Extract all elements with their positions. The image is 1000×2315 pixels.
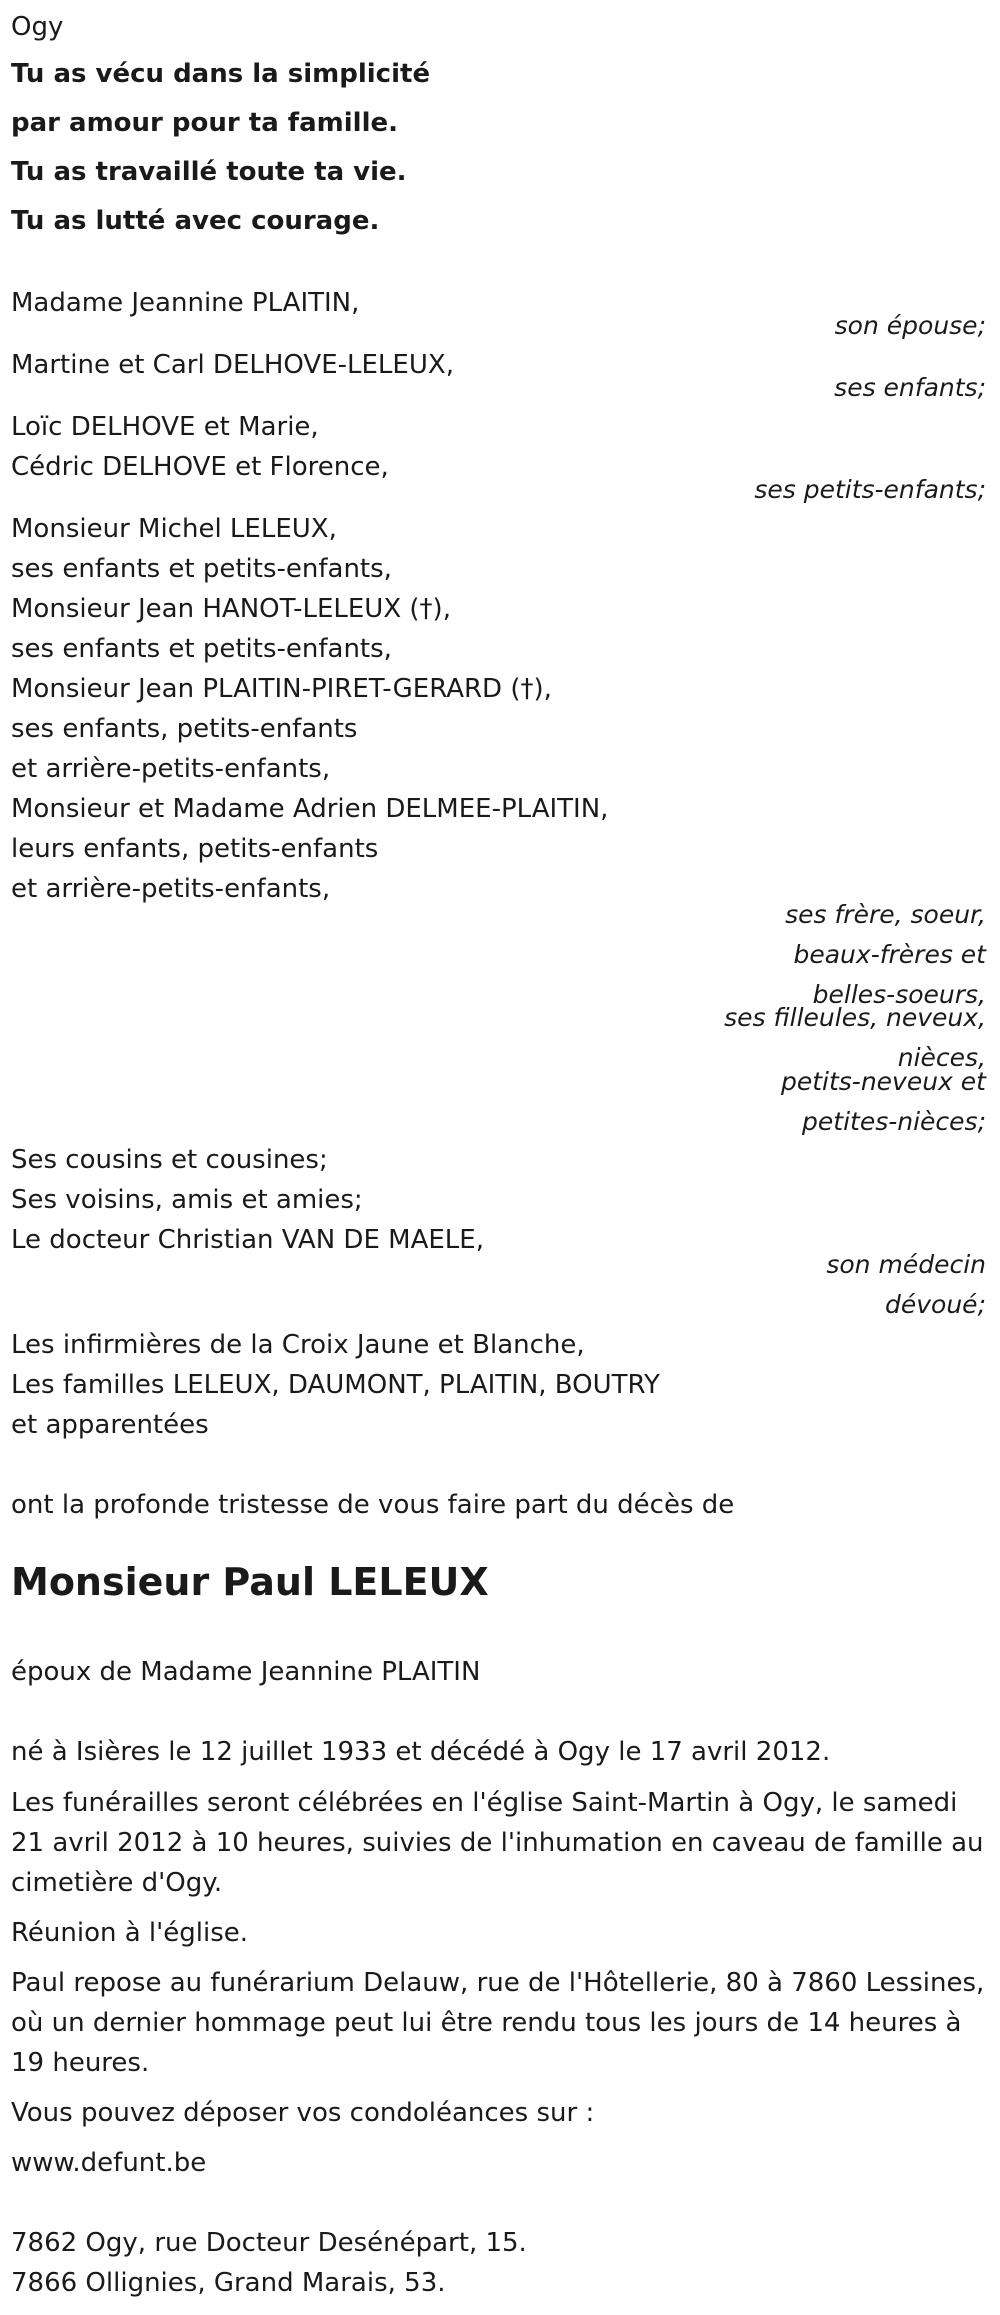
list-item: et arrière-petits-enfants, [11, 754, 331, 784]
list-item: et apparentées [11, 1410, 209, 1440]
list-item: Les familles LELEUX, DAUMONT, PLAITIN, BOUTRY [11, 1370, 660, 1400]
funeral-info: Les funérailles seront célébrées en l'église Saint-Martin à Ogy, le samedi 21 avril 2012 à 10 heures, suivies de l'inhumation en caveau de famille au cimetière d'Ogy. [11, 1788, 984, 1898]
spouse-of: époux de Madame Jeannine PLAITIN [11, 1657, 481, 1687]
poem-line: Tu as lutté avec courage. [11, 206, 380, 236]
list-item: ses enfants et petits-enfants, [11, 634, 392, 664]
siblings-role-1: ses frère, soeur, [785, 900, 986, 929]
list-item: Monsieur et Madame Adrien DELMEE-PLAITIN, [11, 794, 609, 824]
godchildren-role-3: petits-neveux et [780, 1067, 986, 1096]
godchildren-role-2: nièces, [897, 1043, 986, 1072]
list-item: ses enfants, petits-enfants [11, 714, 358, 744]
birth-death: né à Isières le 12 juillet 1933 et décédé à Ogy le 17 avril 2012. [11, 1737, 831, 1767]
spouse-role: son épouse; [834, 311, 986, 340]
address: 7862 Ogy, rue Docteur Desénépart, 15. [11, 2228, 527, 2258]
siblings-list [11, 509, 986, 909]
list-item: Monsieur Jean HANOT-LELEUX (†), [11, 594, 451, 624]
list-item: Cédric DELHOVE et Florence, [11, 452, 389, 482]
address: 7866 Ollignies, Grand Marais, 53. [11, 2268, 446, 2298]
website-link[interactable]: www.defunt.be [11, 2148, 207, 2178]
poem [11, 54, 986, 250]
list-item: Monsieur Michel LELEUX, [11, 514, 337, 544]
announcement: ont la profonde tristesse de vous faire part du décès de [11, 1490, 735, 1520]
rest-info: Paul repose au funérarium Delauw, rue de l'Hôtellerie, 80 à 7860 Lessines, où un dernier hommage peut lui être rendu tous les jours de 14 heures à 19 heures. [11, 1968, 985, 2078]
grandchildren-role: ses petits-enfants; [754, 475, 986, 504]
siblings-role-3: belles-soeurs, [812, 980, 986, 1009]
children-name: Martine et Carl DELHOVE-LELEUX, [11, 350, 454, 380]
list-item: leurs enfants, petits-enfants [11, 834, 379, 864]
list-item: Ses cousins et cousines; [11, 1145, 328, 1175]
list-item: Ses voisins, amis et amies; [11, 1185, 363, 1215]
meeting-info: Réunion à l'église. [11, 1918, 249, 1948]
list-item: Les infirmières de la Croix Jaune et Blanche, [11, 1330, 585, 1360]
poem-line: Tu as travaillé toute ta vie. [11, 157, 407, 187]
godchildren-role-1: ses filleules, neveux, [724, 1003, 986, 1032]
list-item: et arrière-petits-enfants, [11, 874, 331, 904]
list-item: Le docteur Christian VAN DE MAELE, [11, 1225, 484, 1255]
list-item: Monsieur Jean PLAITIN-PIRET-GERARD (†), [11, 674, 552, 704]
spouse-name: Madame Jeannine PLAITIN, [11, 288, 360, 318]
nurses-families-list [11, 1325, 986, 1445]
poem-line: par amour pour ta famille. [11, 108, 398, 138]
siblings-role-2: beaux-frères et [793, 940, 986, 969]
children-role: ses enfants; [834, 373, 986, 402]
godchildren-role-4: petites-nièces; [802, 1107, 986, 1136]
doctor-role-2: dévoué; [885, 1290, 986, 1319]
condolences-info: Vous pouvez déposer vos condoléances sur : [11, 2098, 595, 2128]
list-item: ses enfants et petits-enfants, [11, 554, 392, 584]
list-item: Loïc DELHOVE et Marie, [11, 412, 319, 442]
addresses-list [11, 2223, 986, 2303]
place-header: Ogy [11, 12, 64, 42]
deceased-name: Monsieur Paul LELEUX [11, 1560, 489, 1604]
others-list [11, 1140, 986, 1260]
doctor-role-1: son médecin [826, 1250, 986, 1279]
poem-line: Tu as vécu dans la simplicité [11, 59, 431, 89]
